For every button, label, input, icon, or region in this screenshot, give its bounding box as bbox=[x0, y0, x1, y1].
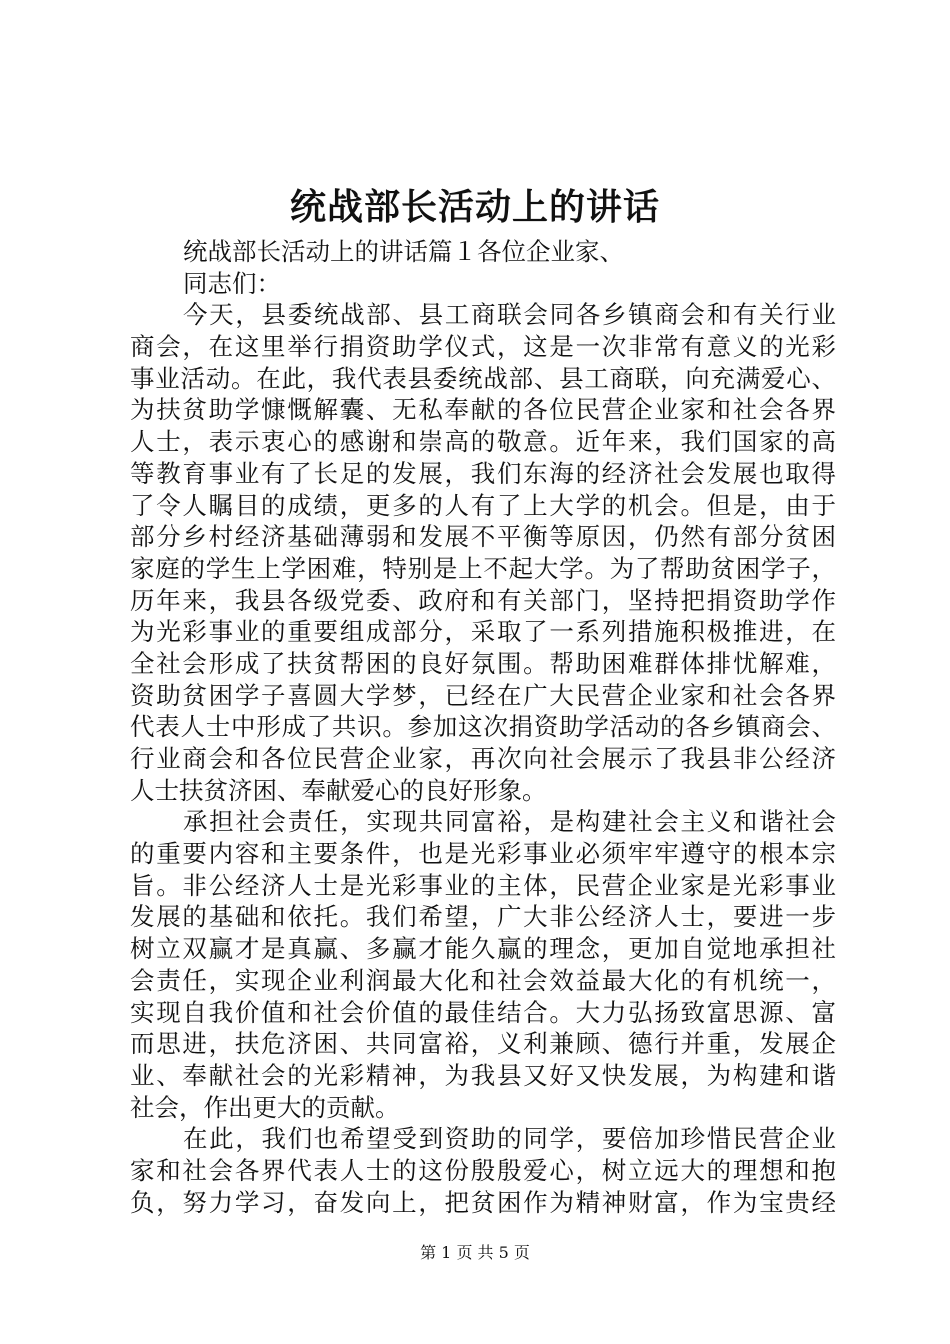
text-line: 事业活动。在此，我代表县委统战部、县工商联，向充满爱心、 bbox=[130, 363, 836, 393]
text-line: 社会，作出更大的贡献。 bbox=[130, 1092, 400, 1122]
text-line: 同志们： bbox=[183, 268, 281, 298]
text-line: 家庭的学生上学困难，特别是上不起大学。为了帮助贫困学子， bbox=[130, 553, 836, 583]
text-line: 为扶贫助学慷慨解囊、无私奉献的各位民营企业家和社会各界 bbox=[130, 395, 836, 425]
text-line: 家和社会各界代表人士的这份殷殷爱心，树立远大的理想和抱 bbox=[130, 1155, 836, 1185]
text-line: 历年来，我县各级党委、政府和有关部门，坚持把捐资助学作 bbox=[130, 585, 836, 615]
text-line: 资助贫困学子喜圆大学梦，已经在广大民营企业家和社会各界 bbox=[130, 680, 836, 710]
text-line: 承担社会责任，实现共同富裕，是构建社会主义和谐社会 bbox=[183, 807, 836, 837]
text-line: 会责任，实现企业利润最大化和社会效益最大化的有机统一， bbox=[130, 965, 836, 995]
text-line: 而思进，扶危济困、共同富裕，义利兼顾、德行并重，发展企 bbox=[130, 1029, 836, 1059]
document-title: 统战部长活动上的讲话 bbox=[289, 186, 660, 228]
text-line: 商会，在这里举行捐资助学仪式，这是一次非常有意义的光彩 bbox=[130, 332, 836, 362]
text-line: 行业商会和各位民营企业家，再次向社会展示了我县非公经济 bbox=[130, 744, 836, 773]
text-line: 在此，我们也希望受到资助的同学，要倍加珍惜民营企业 bbox=[183, 1124, 836, 1154]
text-line: 人士，表示衷心的感谢和崇高的敬意。近年来，我们国家的高 bbox=[130, 427, 836, 457]
text-line: 树立双赢才是真赢、多赢才能久赢的理念，更加自觉地承担社 bbox=[130, 934, 836, 964]
text-line: 为光彩事业的重要组成部分，采取了一系列措施积极推进，在 bbox=[130, 617, 836, 647]
text-line: 等教育事业有了长足的发展，我们东海的经济社会发展也取得 bbox=[130, 458, 836, 488]
text-line: 旨。非公经济人士是光彩事业的主体，民营企业家是光彩事业 bbox=[130, 870, 836, 900]
document-body bbox=[130, 236, 836, 1218]
text-line: 代表人士中形成了共识。参加这次捐资助学活动的各乡镇商会、 bbox=[130, 712, 836, 742]
text-line: 业、奉献社会的光彩精神，为我县又好又快发展，为构建和谐 bbox=[130, 1060, 836, 1090]
text-line: 统战部长活动上的讲话篇１各位企业家、 bbox=[183, 237, 624, 266]
text-line: 人士扶贫济困、奉献爱心的良好形象。 bbox=[130, 775, 547, 805]
text-line: 的重要内容和主要条件，也是光彩事业必须牢牢遵守的根本宗 bbox=[130, 839, 836, 869]
text-line: 部分乡村经济基础薄弱和发展不平衡等原因，仍然有部分贫困 bbox=[130, 522, 836, 552]
text-line: 全社会形成了扶贫帮困的良好氛围。帮助困难群体排忧解难， bbox=[130, 648, 836, 678]
page-number: 第 1 页 共 5 页 bbox=[420, 1243, 530, 1262]
text-line: 了令人瞩目的成绩，更多的人有了上大学的机会。但是，由于 bbox=[130, 490, 836, 520]
text-line: 今天，县委统战部、县工商联会同各乡镇商会和有关行业 bbox=[183, 300, 836, 330]
text-line: 发展的基础和依托。我们希望，广大非公经济人士，要进一步 bbox=[130, 902, 836, 932]
text-line: 实现自我价值和社会价值的最佳结合。大力弘扬致富思源、富 bbox=[130, 997, 836, 1027]
text-line: 负，努力学习，奋发向上，把贫困作为精神财富，作为宝贵经 bbox=[130, 1187, 836, 1217]
